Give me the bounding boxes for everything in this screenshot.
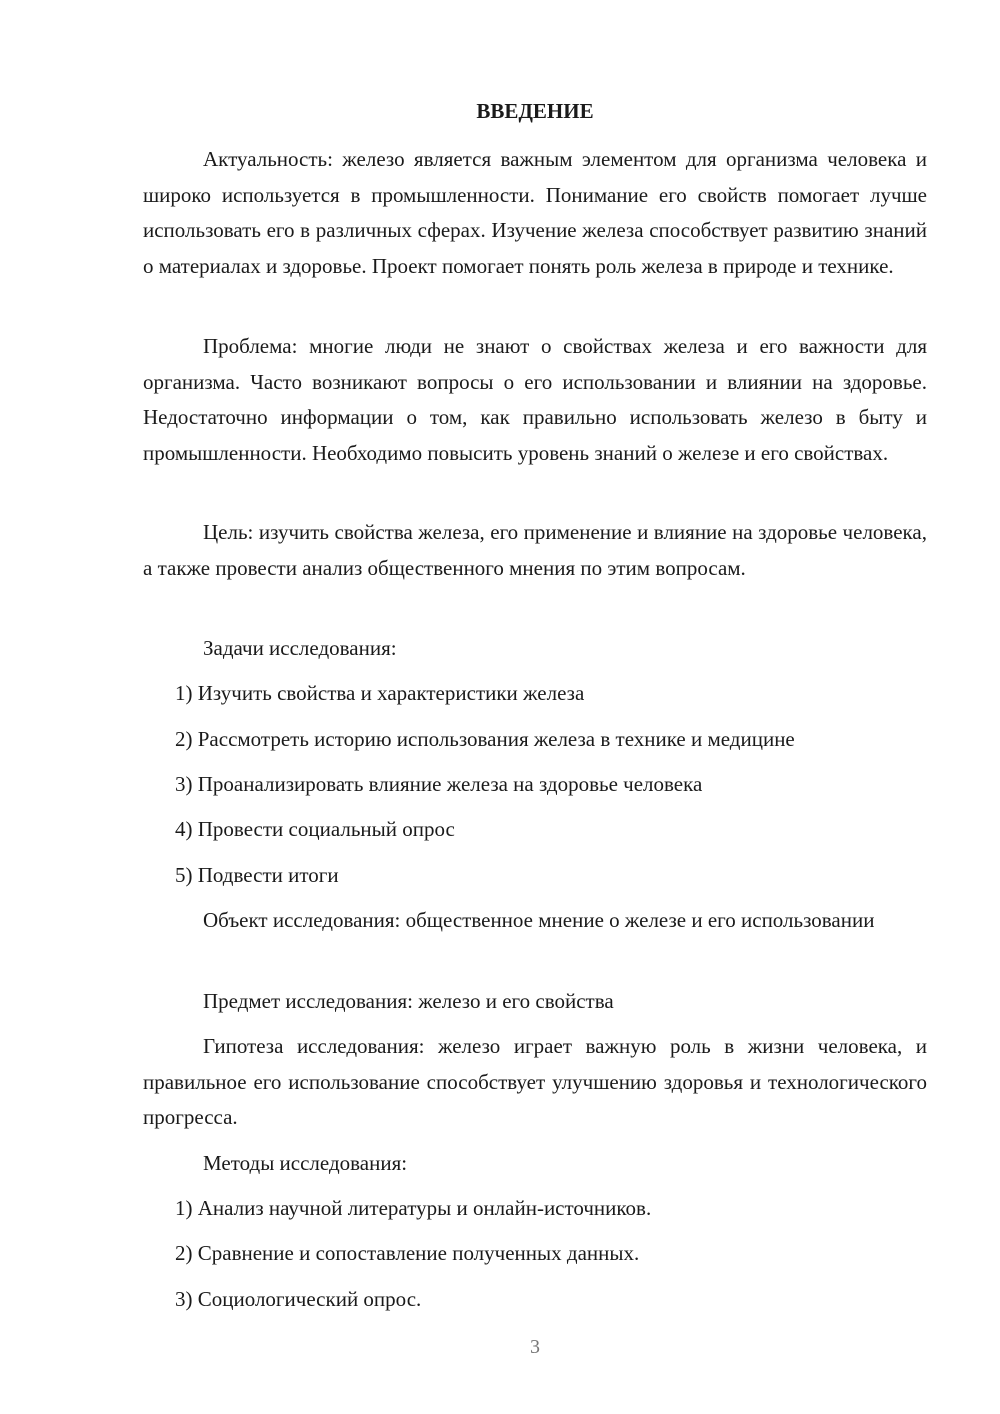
tasks-heading: Задачи исследования:	[203, 636, 397, 660]
method-item-3: 3) Социологический опрос.	[175, 1287, 422, 1311]
task-item-1: 1) Изучить свойства и характеристики железа	[175, 681, 585, 705]
problem-paragraph: Проблема: многие люди не знают о свойствах железа и его важности для организма. Часто возникают вопросы о его использовании и влиянии на здоровье. Недостаточно информации о том, как правильно использовать железо в быту и промышленности. Необходимо повысить уровень знаний о железе и его свойствах.	[143, 334, 927, 465]
relevance-paragraph: Актуальность: железо является важным элементом для организма человека и широко используется в промышленности. Понимание его свойств помогает лучше использовать его в различных сферах. Изучение железа способствует развитию знаний о материалах и здоровье. Проект помогает понять роль железа в природе и технике.	[143, 147, 927, 278]
method-item-1: 1) Анализ научной литературы и онлайн-источников.	[175, 1196, 652, 1220]
hypothesis-paragraph: Гипотеза исследования: железо играет важную роль в жизни человека, и правильное его использование способствует улучшению здоровья и технологического прогресса.	[143, 1034, 927, 1129]
method-item-2: 2) Сравнение и сопоставление полученных данных.	[175, 1241, 640, 1265]
goal-paragraph: Цель: изучить свойства железа, его применение и влияние на здоровье человека, а также провести анализ общественного мнения по этим вопросам.	[143, 520, 927, 580]
section-title: ВВЕДЕНИЕ	[476, 99, 594, 123]
task-item-4: 4) Провести социальный опрос	[175, 817, 455, 841]
task-item-3: 3) Проанализировать влияние железа на здоровье человека	[175, 772, 703, 796]
task-item-2: 2) Рассмотреть историю использования железа в технике и медицине	[175, 727, 795, 751]
task-item-5: 5) Подвести итоги	[175, 863, 339, 887]
page-number: 3	[530, 1336, 540, 1358]
object-paragraph: Объект исследования: общественное мнение о железе и его использовании	[203, 908, 875, 932]
methods-heading: Методы исследования:	[203, 1151, 408, 1175]
subject-paragraph: Предмет исследования: железо и его свойства	[203, 989, 614, 1013]
